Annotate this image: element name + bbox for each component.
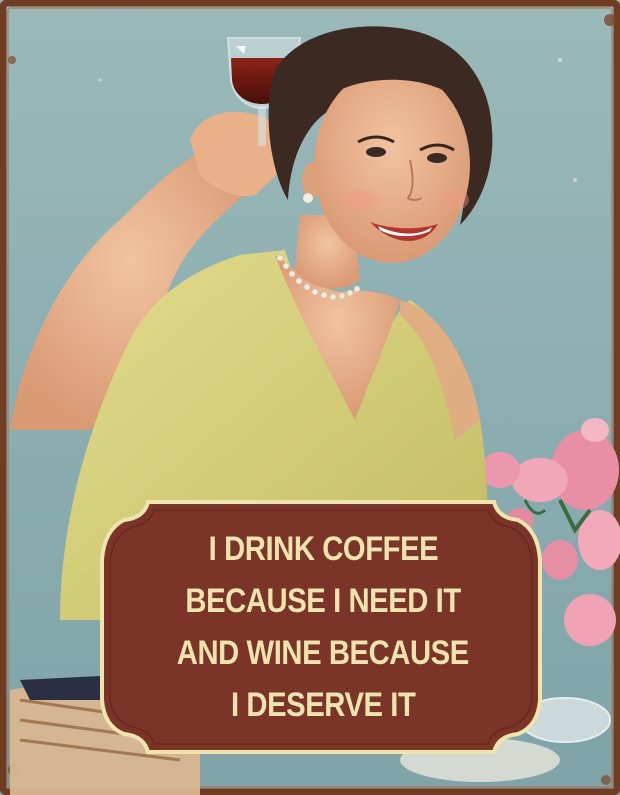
caption-line-2: BECAUSE I NEED IT — [185, 582, 461, 620]
caption-line-3: AND WINE BECAUSE — [176, 634, 470, 672]
caption-line-1: I DRINK COFFEE — [208, 530, 438, 568]
caption-line-4: I DESERVE IT — [230, 686, 416, 724]
sign-caption — [118, 508, 528, 746]
